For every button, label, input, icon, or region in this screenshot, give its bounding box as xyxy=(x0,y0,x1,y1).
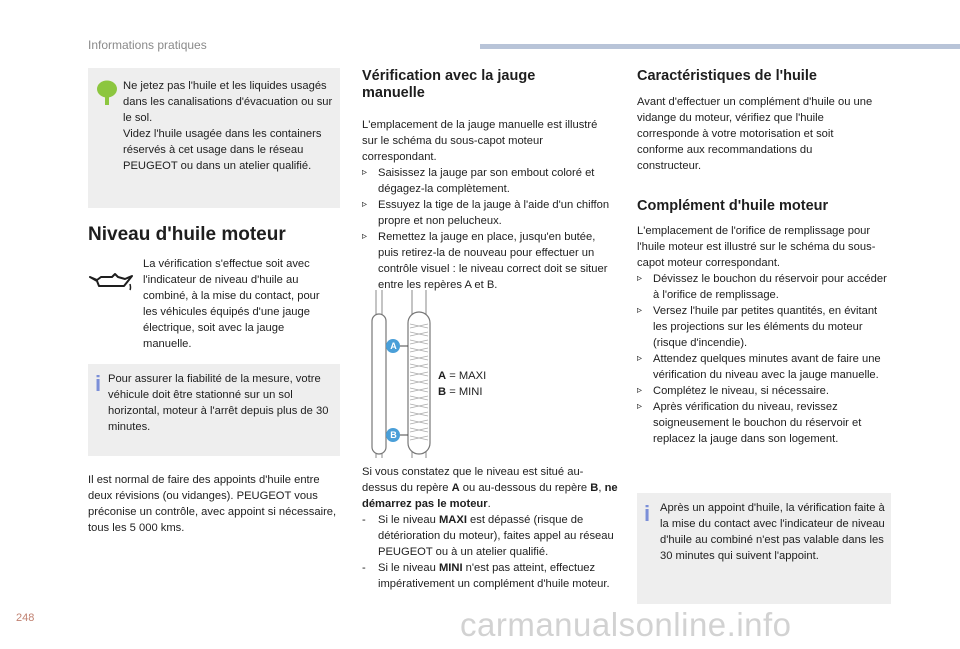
leaf-icon xyxy=(96,80,118,106)
eco-note-box xyxy=(88,68,340,208)
dipstick-legend xyxy=(438,368,558,400)
dipstick-intro: L'emplacement de la jauge manuelle est illustré sur le schéma du sous-capot moteur correspondant. xyxy=(362,119,598,163)
oil-level-title: Niveau d'huile moteur xyxy=(88,224,286,245)
legend-a-value: = MAXI xyxy=(446,370,487,382)
measure-info-text: Pour assurer la fiabilité de la mesure, votre véhicule doit être stationné sur un sol horizontal, moteur à l'arrêt depuis plus de 30 minutes. xyxy=(108,373,329,433)
header-bar xyxy=(480,44,960,49)
list-item: ▹ Versez l'huile par petites quantités, en évitant les projections sur les éléments du moteur (risque d'incendie). xyxy=(637,305,878,349)
info-icon: i xyxy=(95,371,102,396)
marker-b-label: B xyxy=(390,430,397,440)
list-item: - Si le niveau MINI n'est pas atteint, effectuez impérativement un complément d'huile moteur. xyxy=(362,562,610,590)
dipstick-steps xyxy=(362,165,614,293)
list-item: ▹ Complétez le niveau, si nécessaire. xyxy=(637,385,829,397)
dipstick-instructions xyxy=(362,117,614,293)
list-item: ▹ Attendez quelques minutes avant de faire une vérification du niveau avec la jauge manuelle. xyxy=(637,353,881,381)
oil-topup-normal-text: Il est normal de faire des appoints d'huile entre deux révisions (ou vidanges). PEUGEOT vous préconise un contrôle, avec appoint si nécessaire, tous les 5 000 kms. xyxy=(88,474,337,534)
marker-a-label: A xyxy=(390,341,397,351)
warning-paragraph: Si vous constatez que le niveau est situé au-dessus du repère A ou au-dessous du repère B, ne démarrez pas le moteur. xyxy=(362,466,618,510)
oil-topup-title: Complément d'huile moteur xyxy=(637,198,829,214)
section-title: Informations pratiques xyxy=(88,38,207,52)
dipstick-illustration xyxy=(364,290,438,458)
list-item: ▹ Essuyez la tige de la jauge à l'aide d'un chiffon propre et non pelucheux. xyxy=(362,199,610,227)
page-number: 248 xyxy=(16,612,35,624)
dipstick-title: Vérification avec la jauge manuelle xyxy=(362,68,536,101)
legend-a-key: A xyxy=(438,370,447,382)
list-item: ▹ Remettez la jauge en place, jusqu'en butée, puis retirez-la de nouveau pour effectuer un contrôle visuel : le niveau correct doit se situer entre les repères A et B. xyxy=(362,231,608,291)
list-item: ▹ Après vérification du niveau, revissez soigneusement le bouchon du réservoir et replacez la jauge dans son logement. xyxy=(637,401,862,445)
oil-characteristics-title: Caractéristiques de l'huile xyxy=(637,68,817,84)
list-item: ▹ Dévissez le bouchon du réservoir pour accéder à l'orifice de remplissage. xyxy=(637,273,887,301)
watermark: carmanualsonline.info xyxy=(460,606,792,643)
topup-steps xyxy=(637,271,891,447)
topup-intro: L'emplacement de l'orifice de remplissage pour l'huile moteur est illustré sur le schéma du sous-capot moteur correspondant. xyxy=(637,225,876,269)
legend-b-key: B xyxy=(438,386,447,398)
oil-characteristics-text: Avant d'effectuer un complément d'huile ou une vidange du moteur, vérifiez que l'huile corresponde à votre motorisation et soit conforme aux recommandations du constructeur. xyxy=(637,96,873,172)
info-icon: i xyxy=(644,501,651,526)
oil-indicator-text: La vérification s'effectue soit avec l'indicateur de niveau d'huile au combiné, à la mise du contact, pour les véhicules équipés d'une jauge électrique, soit avec la jauge manuelle. xyxy=(143,258,320,350)
topup-info-text: Après un appoint d'huile, la vérification faite à la mise du contact avec l'indicateur de niveau d'huile au combiné n'est pas valable dans les 30 minutes qui suivent l'appoint. xyxy=(660,502,885,562)
dipstick-warning xyxy=(362,464,618,592)
legend-b-value: = MINI xyxy=(446,386,483,398)
list-item: ▹ Saisissez la jauge par son embout coloré et dégagez-la complètement. xyxy=(362,167,595,195)
dash-list xyxy=(362,512,618,592)
eco-note-text: Ne jetez pas l'huile et les liquides usagés dans les canalisations d'évacuation ou sur le sol. Videz l'huile usagée dans les containers réservés à cet usage dans le réseau PEUGEOT ou dans un atelier qualifié. xyxy=(123,80,333,172)
oil-can-icon xyxy=(88,272,134,292)
topup-info-box xyxy=(637,493,891,604)
measure-info-box xyxy=(88,364,340,456)
list-item: - Si le niveau MAXI est dépassé (risque de détérioration du moteur), faites appel au réseau PEUGEOT ou à un atelier qualifié. xyxy=(362,514,614,558)
oil-topup-instructions xyxy=(637,223,891,447)
